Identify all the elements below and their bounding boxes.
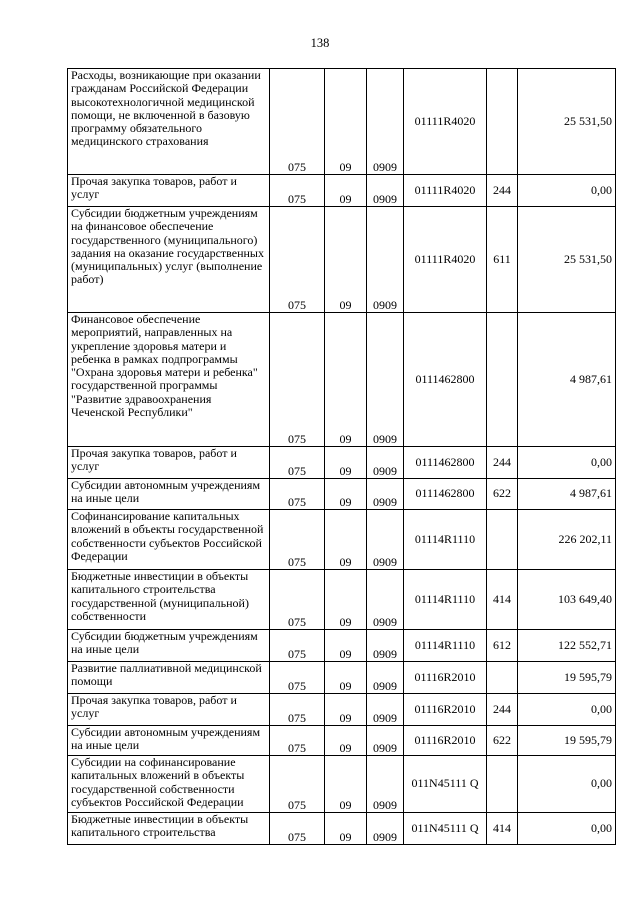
row-section-cell: 09 [325,69,367,175]
table-row [68,662,616,694]
row-name-cell: Субсидии автономным учреждениям на иные цели [68,726,270,756]
row-admin-code-cell: 075 [270,694,325,726]
row-name-cell: Прочая закупка товаров, работ и услуг [68,694,270,726]
table-row [68,813,616,845]
row-admin-code-cell: 075 [270,570,325,630]
row-admin-code-cell: 075 [270,813,325,845]
row-admin-code-cell: 075 [270,662,325,694]
row-admin-code-cell: 075 [270,69,325,175]
row-admin-code-cell: 075 [270,207,325,313]
row-subsection-cell: 0909 [367,207,404,313]
row-amount-cell: 4 987,61 [518,313,616,447]
row-target-article-cell: 011N45111 Q [404,813,487,845]
row-name-cell: Бюджетные инвестиции в объекты капитального строительства государственной (муниципальной) собственности [68,570,270,630]
row-admin-code-cell: 075 [270,479,325,510]
row-subsection-cell: 0909 [367,756,404,813]
row-name-cell: Расходы, возникающие при оказании гражданам Российской Федерации высокотехнологичной медицинской помощи, не включенной в базовую программу обязательного медицинского страхования [68,69,270,175]
row-amount-cell: 19 595,79 [518,662,616,694]
row-expense-type-cell [487,510,518,570]
row-section-cell: 09 [325,662,367,694]
row-section-cell: 09 [325,207,367,313]
row-expense-type-cell: 612 [487,630,518,662]
row-amount-cell: 226 202,11 [518,510,616,570]
row-subsection-cell: 0909 [367,175,404,207]
row-target-article-cell: 01114R1110 [404,510,487,570]
row-target-article-cell: 01116R2010 [404,662,487,694]
row-name-cell: Бюджетные инвестиции в объекты капитального строительства [68,813,270,845]
row-subsection-cell: 0909 [367,510,404,570]
row-expense-type-cell [487,69,518,175]
row-section-cell: 09 [325,630,367,662]
row-section-cell: 09 [325,510,367,570]
row-name-cell: Финансовое обеспечение мероприятий, направленных на укрепление здоровья матери и ребенка в рамках подпрограммы "Охрана здоровья матери и ребенка" государственной программы "Развитие здравоохранения Чеченской Республики" [68,313,270,447]
row-name-cell: Прочая закупка товаров, работ и услуг [68,447,270,479]
row-target-article-cell: 011N45111 Q [404,756,487,813]
row-admin-code-cell: 075 [270,756,325,813]
row-expense-type-cell: 244 [487,694,518,726]
table-row [68,726,616,756]
row-expense-type-cell: 414 [487,570,518,630]
row-admin-code-cell: 075 [270,447,325,479]
table-row [68,630,616,662]
row-name-cell: Субсидии автономным учреждениям на иные цели [68,479,270,510]
row-expense-type-cell [487,662,518,694]
row-target-article-cell: 0111462800 [404,447,487,479]
row-section-cell: 09 [325,479,367,510]
row-section-cell: 09 [325,756,367,813]
row-target-article-cell: 01111R4020 [404,175,487,207]
row-section-cell: 09 [325,726,367,756]
row-expense-type-cell [487,756,518,813]
row-expense-type-cell: 622 [487,479,518,510]
table-row [68,510,616,570]
row-amount-cell: 25 531,50 [518,207,616,313]
table-row [68,207,616,313]
table-row [68,447,616,479]
row-admin-code-cell: 075 [270,175,325,207]
row-amount-cell: 0,00 [518,813,616,845]
table-row [68,756,616,813]
row-section-cell: 09 [325,313,367,447]
row-expense-type-cell: 244 [487,447,518,479]
row-amount-cell: 103 649,40 [518,570,616,630]
table-row [68,313,616,447]
row-name-cell: Субсидии бюджетным учреждениям на иные цели [68,630,270,662]
row-subsection-cell: 0909 [367,313,404,447]
row-amount-cell: 0,00 [518,447,616,479]
table-row [68,570,616,630]
row-target-article-cell: 01116R2010 [404,694,487,726]
row-target-article-cell: 01114R1110 [404,630,487,662]
table-row [68,479,616,510]
row-name-cell: Прочая закупка товаров, работ и услуг [68,175,270,207]
row-amount-cell: 0,00 [518,694,616,726]
row-name-cell: Субсидии бюджетным учреждениям на финансовое обеспечение государственного (муниципального) задания на оказание государственных (муниципальных) услуг (выполнение работ) [68,207,270,313]
row-amount-cell: 4 987,61 [518,479,616,510]
row-target-article-cell: 01111R4020 [404,69,487,175]
row-section-cell: 09 [325,447,367,479]
row-section-cell: 09 [325,570,367,630]
row-target-article-cell: 01111R4020 [404,207,487,313]
row-section-cell: 09 [325,694,367,726]
budget-table [67,68,616,845]
row-amount-cell: 25 531,50 [518,69,616,175]
row-target-article-cell: 0111462800 [404,479,487,510]
table-row [68,175,616,207]
table-row [68,694,616,726]
row-admin-code-cell: 075 [270,630,325,662]
row-expense-type-cell: 622 [487,726,518,756]
row-subsection-cell: 0909 [367,447,404,479]
row-admin-code-cell: 075 [270,726,325,756]
table-row [68,69,616,175]
row-subsection-cell: 0909 [367,726,404,756]
row-target-article-cell: 0111462800 [404,313,487,447]
row-name-cell: Софинансирование капитальных вложений в объекты государственной собственности субъектов Российской Федерации [68,510,270,570]
row-expense-type-cell [487,313,518,447]
row-target-article-cell: 01116R2010 [404,726,487,756]
row-expense-type-cell: 244 [487,175,518,207]
row-admin-code-cell: 075 [270,313,325,447]
row-subsection-cell: 0909 [367,630,404,662]
page-number: 138 [310,36,330,50]
row-subsection-cell: 0909 [367,479,404,510]
row-expense-type-cell: 611 [487,207,518,313]
row-subsection-cell: 0909 [367,69,404,175]
row-amount-cell: 0,00 [518,756,616,813]
row-amount-cell: 122 552,71 [518,630,616,662]
row-subsection-cell: 0909 [367,662,404,694]
table-body [68,69,616,845]
row-admin-code-cell: 075 [270,510,325,570]
row-subsection-cell: 0909 [367,813,404,845]
row-name-cell: Развитие паллиативной медицинской помощи [68,662,270,694]
row-name-cell: Субсидии на софинансирование капитальных вложений в объекты государственной собственности субъектов Российской Федерации [68,756,270,813]
row-amount-cell: 19 595,79 [518,726,616,756]
row-amount-cell: 0,00 [518,175,616,207]
row-subsection-cell: 0909 [367,694,404,726]
row-section-cell: 09 [325,175,367,207]
row-target-article-cell: 01114R1110 [404,570,487,630]
row-subsection-cell: 0909 [367,570,404,630]
row-expense-type-cell: 414 [487,813,518,845]
row-section-cell: 09 [325,813,367,845]
